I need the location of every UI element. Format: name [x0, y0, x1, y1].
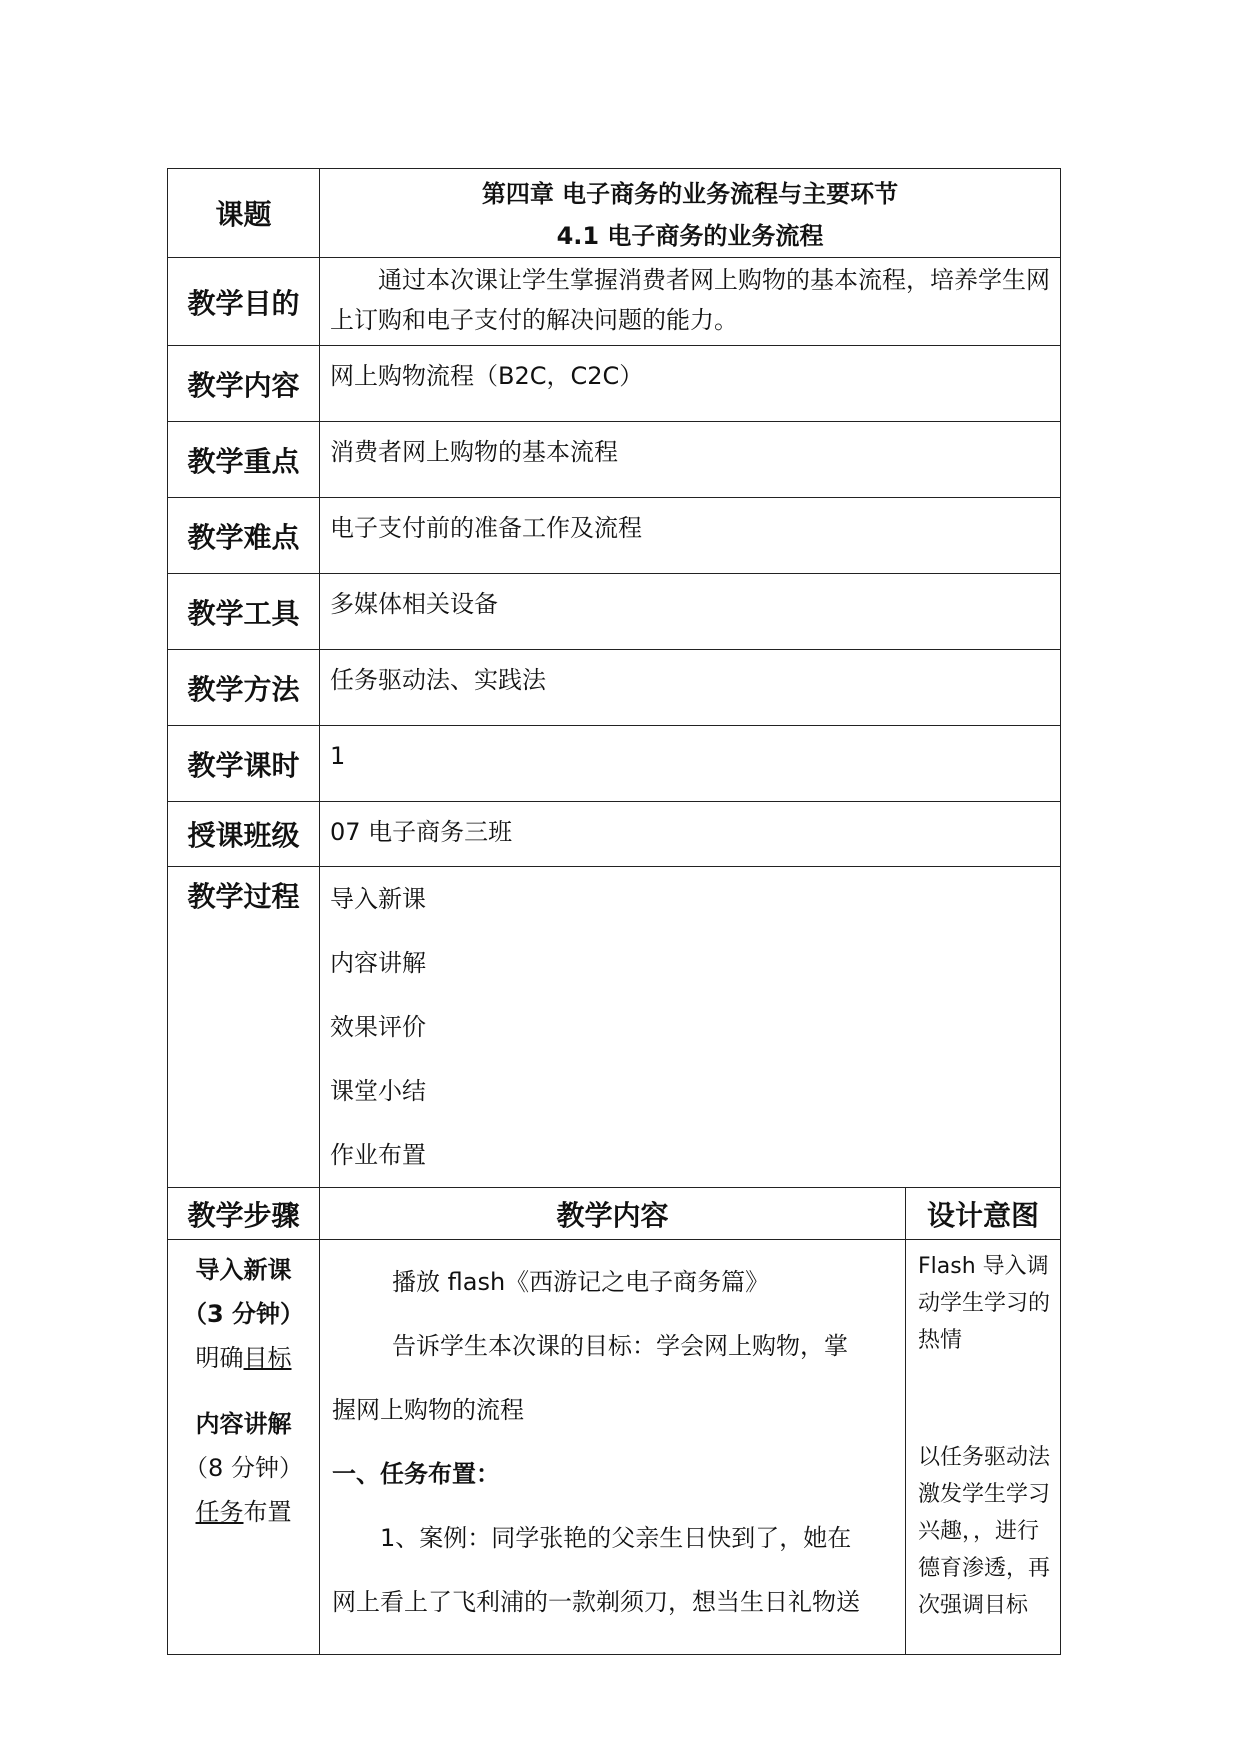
step-time: （3 分钟） — [182, 1300, 305, 1328]
row-tools — [168, 574, 1061, 650]
step-title: 内容讲解 — [195, 1410, 292, 1438]
row-hours — [168, 726, 1061, 802]
steps-cell — [168, 1240, 320, 1655]
row-label: 教学过程 — [168, 867, 320, 1188]
steps-header: 教学步骤 — [168, 1188, 320, 1240]
step-time: （8 分钟） — [184, 1454, 303, 1482]
content-header: 教学内容 — [320, 1188, 906, 1240]
row-class — [168, 802, 1061, 867]
intent-header: 设计意图 — [906, 1188, 1061, 1240]
row-difficulty — [168, 498, 1061, 574]
row-value: 网上购物流程（B2C，C2C） — [320, 346, 1061, 422]
row-label: 教学内容 — [168, 346, 320, 422]
content-paragraph: 播放 flash《西游记之电子商务篇》 — [392, 1268, 770, 1296]
content-paragraph: 1、案例：同学张艳的父亲生日快到了，她在 — [380, 1524, 852, 1552]
topic-subtitle: 4.1 电子商务的业务流程 — [556, 222, 824, 250]
row-value: 通过本次课让学生掌握消费者网上购物的基本流程，培养学生网上订购和电子支付的解决问题的能力。 — [320, 258, 1061, 346]
content-cell — [320, 1240, 906, 1655]
step-goal — [168, 1336, 319, 1380]
row-label: 授课班级 — [168, 802, 320, 867]
row-label: 教学工具 — [168, 574, 320, 650]
row-method — [168, 650, 1061, 726]
step-task — [168, 1490, 319, 1534]
process-item: 课堂小结 — [330, 1077, 426, 1105]
row-value: 消费者网上购物的基本流程 — [320, 422, 1061, 498]
row-value: 07 电子商务三班 — [320, 802, 1061, 867]
row-process — [168, 867, 1061, 1188]
process-item: 作业布置 — [330, 1141, 426, 1169]
step-goal-underlined: 目标 — [243, 1344, 292, 1372]
row-label: 教学重点 — [168, 422, 320, 498]
row-value: 任务驱动法、实践法 — [320, 650, 1061, 726]
process-item: 内容讲解 — [330, 949, 426, 977]
content-heading: 一、任务布置： — [332, 1460, 500, 1488]
row-label: 教学目的 — [168, 258, 320, 346]
step-task-underlined: 任务 — [195, 1498, 244, 1526]
step-goal-text: 明确 — [195, 1344, 244, 1372]
step-title: 导入新课 — [195, 1256, 292, 1284]
content-paragraph: 告诉学生本次课的目标：学会网上购物，掌 — [392, 1332, 848, 1360]
row-content — [168, 346, 1061, 422]
topic-title: 第四章 电子商务的业务流程与主要环节 — [481, 180, 899, 208]
row-purpose — [168, 258, 1061, 346]
row-key-point — [168, 422, 1061, 498]
row-label: 教学课时 — [168, 726, 320, 802]
step-task-text: 布置 — [243, 1498, 292, 1526]
topic-row — [168, 169, 1061, 258]
row-value: 电子支付前的准备工作及流程 — [320, 498, 1061, 574]
process-list — [320, 867, 1061, 1188]
process-item: 导入新课 — [330, 885, 426, 913]
content-paragraph: 握网上购物的流程 — [332, 1396, 524, 1424]
row-label: 教学难点 — [168, 498, 320, 574]
row-value: 多媒体相关设备 — [320, 574, 1061, 650]
lesson-plan-table — [167, 168, 1061, 1655]
process-item: 效果评价 — [330, 1013, 426, 1041]
row-value: 1 — [320, 726, 1061, 802]
intent-note: Flash 导入调动学生学习的热情 — [918, 1254, 1051, 1353]
detail-row — [168, 1240, 1061, 1655]
intent-cell — [906, 1240, 1061, 1655]
topic-label: 课题 — [168, 169, 320, 258]
intent-note: 以任务驱动法激发学生学习兴趣，，进行德育渗透，再次强调目标 — [918, 1445, 1051, 1618]
topic-value — [320, 169, 1061, 258]
row-label: 教学方法 — [168, 650, 320, 726]
column-header-row — [168, 1188, 1061, 1240]
content-paragraph: 网上看上了飞利浦的一款剃须刀，想当生日礼物送 — [332, 1588, 860, 1616]
